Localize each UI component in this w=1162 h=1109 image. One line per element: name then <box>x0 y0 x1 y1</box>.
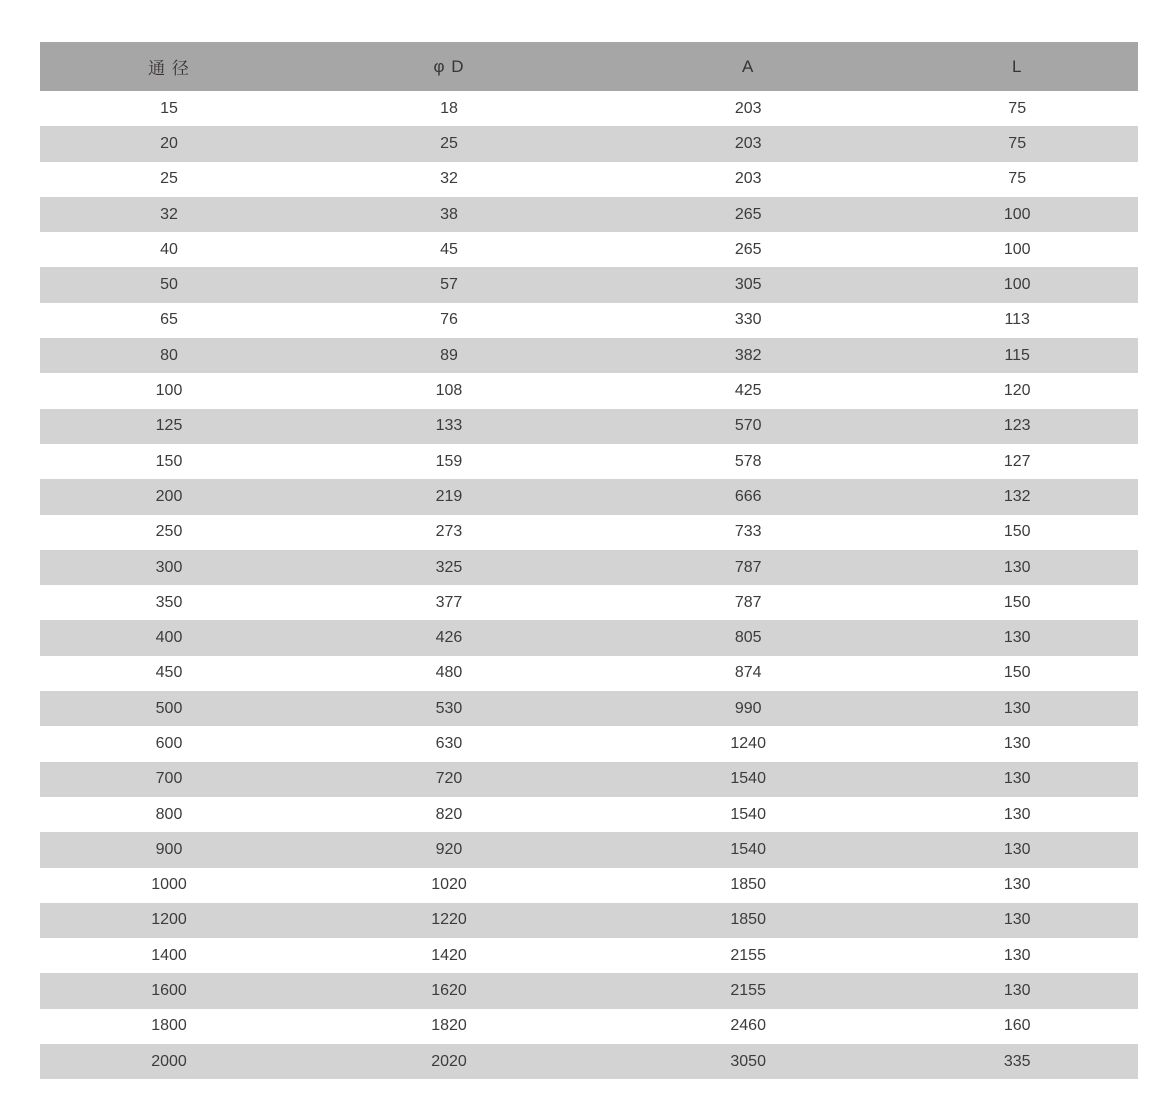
column-header-l: L <box>896 42 1138 91</box>
table-cell: 578 <box>600 444 896 479</box>
table-cell: 700 <box>40 762 298 797</box>
table-cell: 733 <box>600 515 896 550</box>
table-cell: 400 <box>40 620 298 655</box>
table-cell: 100 <box>896 267 1138 302</box>
table-cell: 820 <box>298 797 600 832</box>
table-cell: 100 <box>896 197 1138 232</box>
table-cell: 100 <box>40 373 298 408</box>
table-cell: 150 <box>896 515 1138 550</box>
table-cell: 250 <box>40 515 298 550</box>
table-row <box>40 409 1138 444</box>
table-cell: 500 <box>40 691 298 726</box>
table-cell: 1400 <box>40 938 298 973</box>
header-row <box>40 42 1138 91</box>
table-cell: 900 <box>40 832 298 867</box>
table-cell: 2000 <box>40 1044 298 1079</box>
table-cell: 76 <box>298 303 600 338</box>
table-cell: 377 <box>298 585 600 620</box>
table-cell: 2020 <box>298 1044 600 1079</box>
table-cell: 89 <box>298 338 600 373</box>
table-cell: 115 <box>896 338 1138 373</box>
table-body <box>40 91 1138 1079</box>
table-cell: 325 <box>298 550 600 585</box>
table-cell: 120 <box>896 373 1138 408</box>
table-cell: 800 <box>40 797 298 832</box>
table-cell: 18 <box>298 91 600 126</box>
table-row <box>40 338 1138 373</box>
table-cell: 2155 <box>600 973 896 1008</box>
table-row <box>40 91 1138 126</box>
table-cell: 65 <box>40 303 298 338</box>
dimension-table-container <box>40 42 1138 1079</box>
table-cell: 335 <box>896 1044 1138 1079</box>
table-cell: 150 <box>40 444 298 479</box>
table-cell: 425 <box>600 373 896 408</box>
column-header-phi-d: φ D <box>298 42 600 91</box>
table-row <box>40 303 1138 338</box>
table-cell: 300 <box>40 550 298 585</box>
table-cell: 150 <box>896 585 1138 620</box>
table-cell: 45 <box>298 232 600 267</box>
table-cell: 32 <box>40 197 298 232</box>
table-cell: 159 <box>298 444 600 479</box>
table-cell: 75 <box>896 91 1138 126</box>
table-cell: 123 <box>896 409 1138 444</box>
table-cell: 133 <box>298 409 600 444</box>
table-cell: 1420 <box>298 938 600 973</box>
table-cell: 50 <box>40 267 298 302</box>
table-cell: 480 <box>298 656 600 691</box>
table-cell: 75 <box>896 126 1138 161</box>
table-cell: 570 <box>600 409 896 444</box>
table-row <box>40 903 1138 938</box>
table-row <box>40 762 1138 797</box>
table-cell: 2460 <box>600 1009 896 1044</box>
table-row <box>40 938 1138 973</box>
table-row <box>40 267 1138 302</box>
table-cell: 1600 <box>40 973 298 1008</box>
table-cell: 130 <box>896 797 1138 832</box>
table-cell: 787 <box>600 585 896 620</box>
table-row <box>40 656 1138 691</box>
table-row <box>40 232 1138 267</box>
table-cell: 38 <box>298 197 600 232</box>
column-header-a: A <box>600 42 896 91</box>
table-cell: 1620 <box>298 973 600 1008</box>
table-row <box>40 620 1138 655</box>
table-cell: 130 <box>896 938 1138 973</box>
table-cell: 130 <box>896 868 1138 903</box>
table-cell: 1820 <box>298 1009 600 1044</box>
table-cell: 130 <box>896 832 1138 867</box>
table-cell: 874 <box>600 656 896 691</box>
table-cell: 203 <box>600 126 896 161</box>
table-cell: 990 <box>600 691 896 726</box>
table-cell: 200 <box>40 479 298 514</box>
table-cell: 1800 <box>40 1009 298 1044</box>
table-cell: 1200 <box>40 903 298 938</box>
table-cell: 203 <box>600 91 896 126</box>
table-cell: 160 <box>896 1009 1138 1044</box>
table-cell: 1000 <box>40 868 298 903</box>
table-cell: 805 <box>600 620 896 655</box>
table-row <box>40 868 1138 903</box>
table-cell: 1220 <box>298 903 600 938</box>
table-cell: 426 <box>298 620 600 655</box>
table-cell: 150 <box>896 656 1138 691</box>
table-cell: 75 <box>896 162 1138 197</box>
table-row <box>40 585 1138 620</box>
table-cell: 130 <box>896 691 1138 726</box>
table-cell: 203 <box>600 162 896 197</box>
table-cell: 130 <box>896 762 1138 797</box>
table-cell: 130 <box>896 973 1138 1008</box>
table-cell: 2155 <box>600 938 896 973</box>
table-cell: 57 <box>298 267 600 302</box>
column-header-nominal-diameter: 通 径 <box>40 42 298 91</box>
table-cell: 40 <box>40 232 298 267</box>
table-row <box>40 1044 1138 1079</box>
table-cell: 100 <box>896 232 1138 267</box>
table-cell: 630 <box>298 726 600 761</box>
table-cell: 130 <box>896 620 1138 655</box>
table-row <box>40 550 1138 585</box>
table-cell: 1850 <box>600 903 896 938</box>
table-cell: 25 <box>40 162 298 197</box>
table-cell: 132 <box>896 479 1138 514</box>
table-cell: 450 <box>40 656 298 691</box>
table-cell: 108 <box>298 373 600 408</box>
table-cell: 3050 <box>600 1044 896 1079</box>
table-row <box>40 726 1138 761</box>
table-cell: 330 <box>600 303 896 338</box>
table-cell: 130 <box>896 726 1138 761</box>
table-cell: 113 <box>896 303 1138 338</box>
table-row <box>40 126 1138 161</box>
table-cell: 1020 <box>298 868 600 903</box>
table-cell: 20 <box>40 126 298 161</box>
table-cell: 720 <box>298 762 600 797</box>
table-cell: 787 <box>600 550 896 585</box>
table-row <box>40 973 1138 1008</box>
table-row <box>40 373 1138 408</box>
table-row <box>40 479 1138 514</box>
table-cell: 530 <box>298 691 600 726</box>
table-cell: 666 <box>600 479 896 514</box>
table-cell: 600 <box>40 726 298 761</box>
table-cell: 130 <box>896 550 1138 585</box>
table-cell: 265 <box>600 232 896 267</box>
table-cell: 273 <box>298 515 600 550</box>
table-cell: 1850 <box>600 868 896 903</box>
table-cell: 80 <box>40 338 298 373</box>
table-row <box>40 832 1138 867</box>
table-row <box>40 797 1138 832</box>
table-cell: 350 <box>40 585 298 620</box>
table-cell: 25 <box>298 126 600 161</box>
table-cell: 382 <box>600 338 896 373</box>
table-cell: 15 <box>40 91 298 126</box>
table-row <box>40 162 1138 197</box>
table-row <box>40 197 1138 232</box>
table-cell: 920 <box>298 832 600 867</box>
table-cell: 127 <box>896 444 1138 479</box>
table-cell: 130 <box>896 903 1138 938</box>
table-cell: 219 <box>298 479 600 514</box>
table-cell: 1540 <box>600 797 896 832</box>
table-cell: 125 <box>40 409 298 444</box>
table-cell: 32 <box>298 162 600 197</box>
dimension-spec-table <box>40 42 1138 1079</box>
table-row <box>40 1009 1138 1044</box>
table-row <box>40 444 1138 479</box>
table-header <box>40 42 1138 91</box>
table-row <box>40 691 1138 726</box>
table-cell: 1540 <box>600 832 896 867</box>
table-cell: 1240 <box>600 726 896 761</box>
table-cell: 265 <box>600 197 896 232</box>
table-row <box>40 515 1138 550</box>
table-cell: 1540 <box>600 762 896 797</box>
table-cell: 305 <box>600 267 896 302</box>
